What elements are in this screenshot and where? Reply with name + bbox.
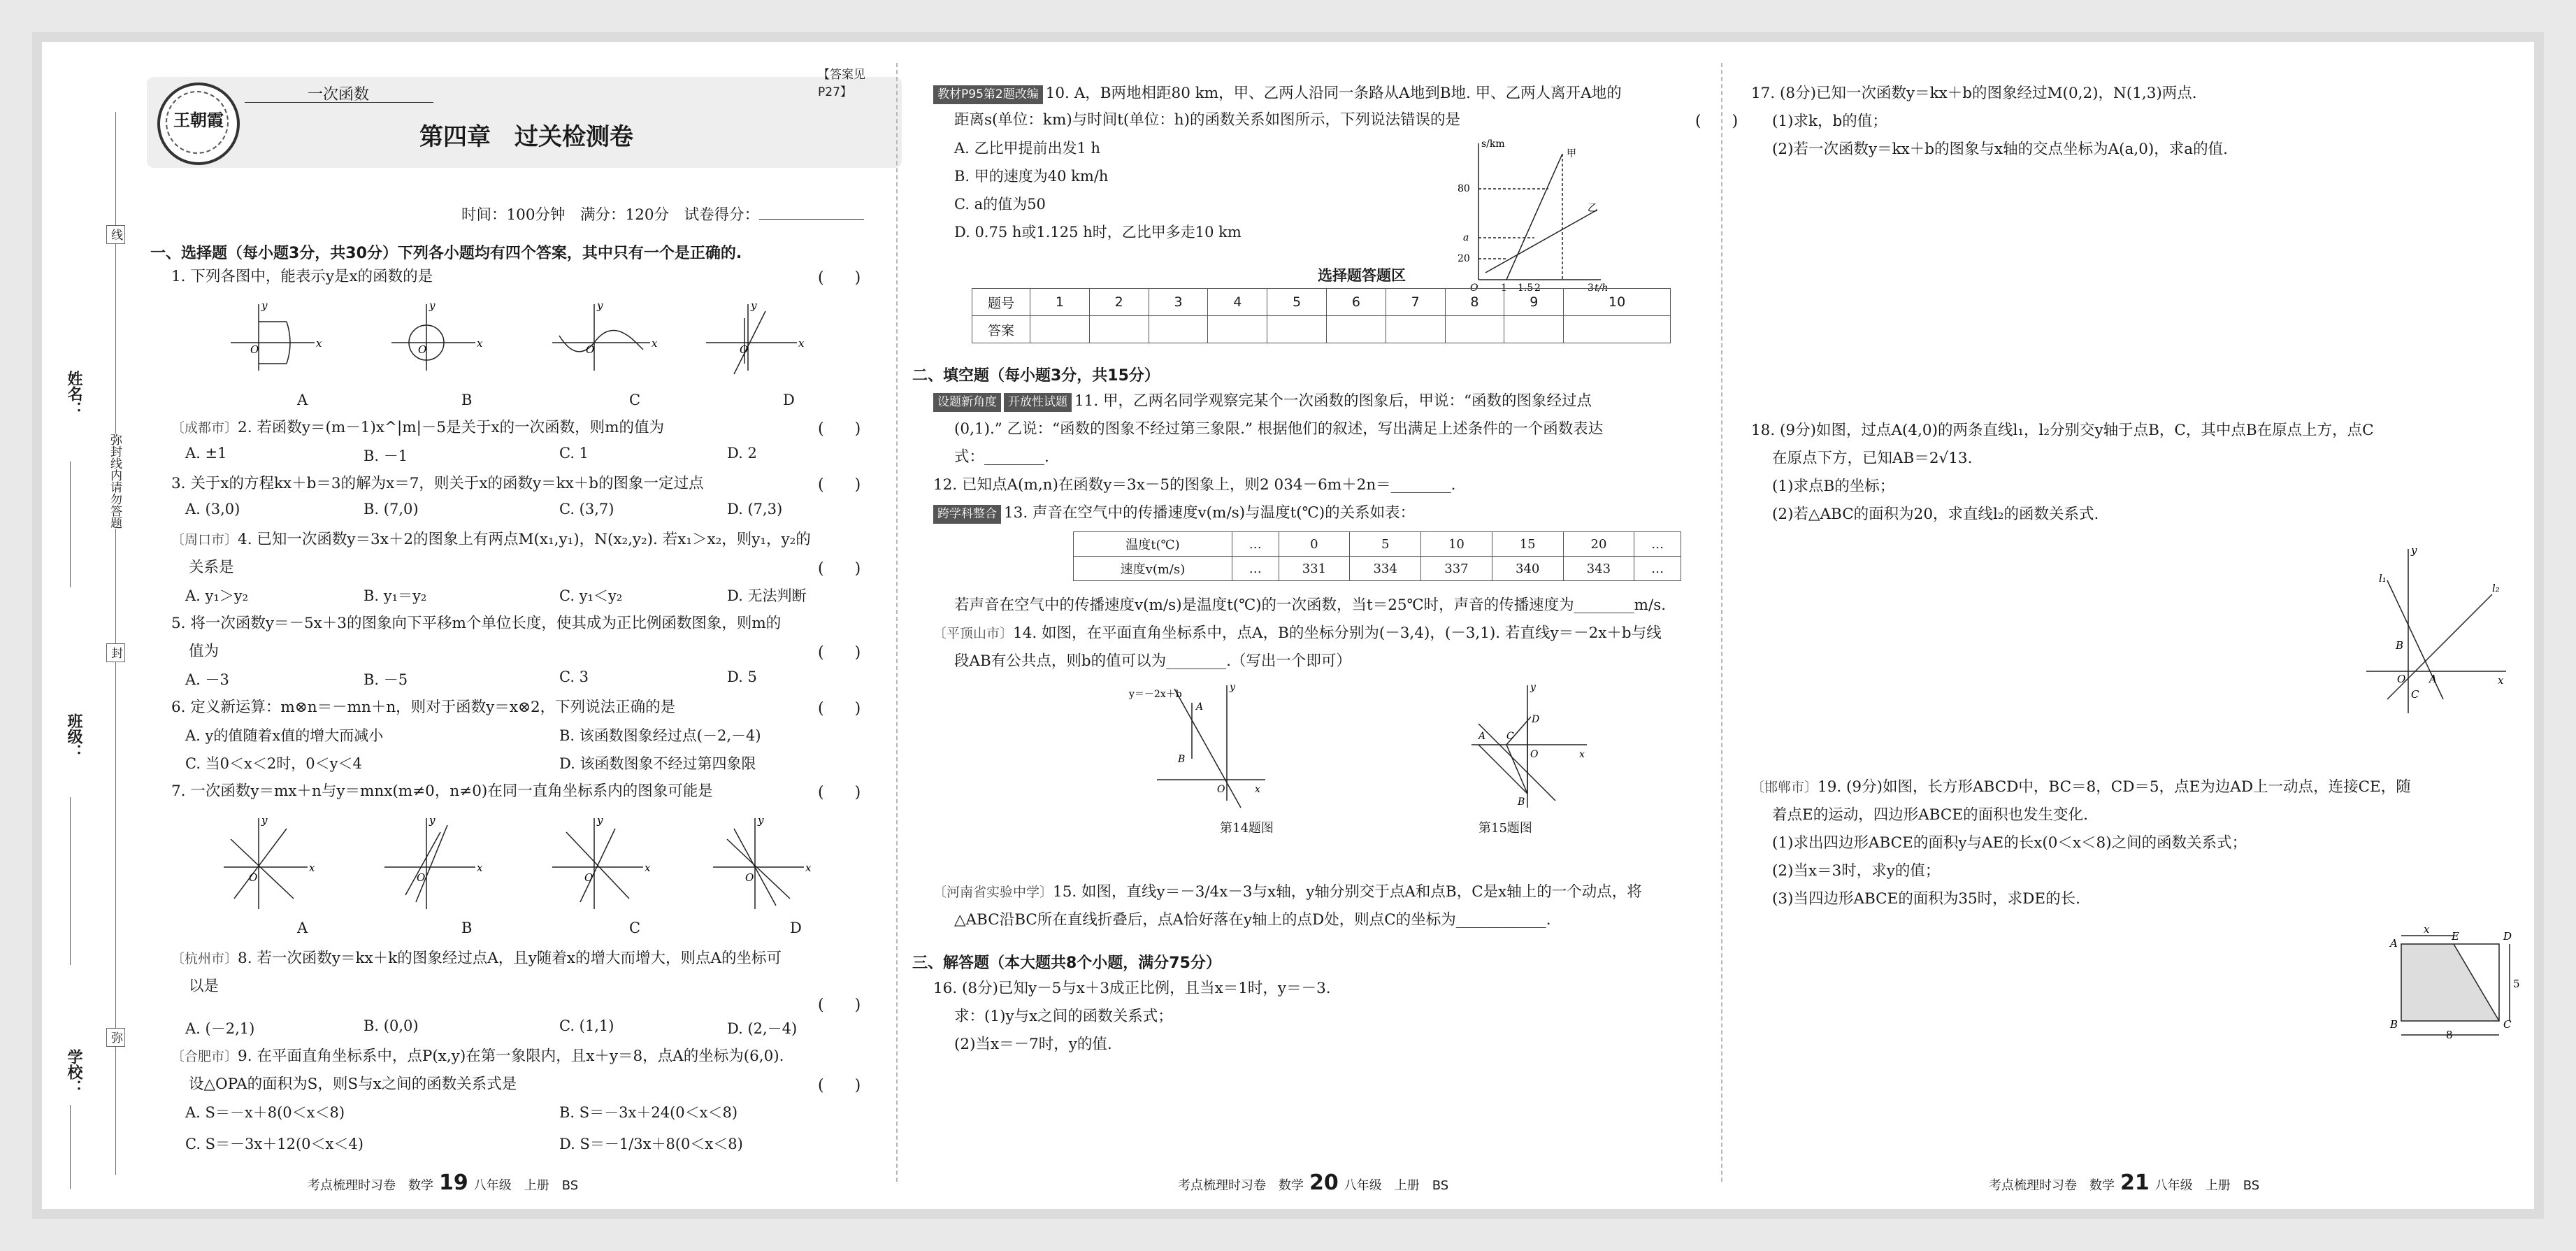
q8-option-b: B. (0,0)	[364, 1017, 419, 1034]
fig-18	[2352, 538, 2513, 720]
svg-text:O: O	[584, 871, 593, 884]
svg-text:x: x	[316, 337, 322, 350]
table-cell: 速度v(m/s)	[1074, 557, 1232, 581]
svg-text:l₂: l₂	[2492, 582, 2500, 594]
q10-graph	[1451, 133, 1611, 294]
question-6: 6. 定义新运算：m⊗n＝－mn＋n，则对于函数y＝x⊗2，下列说法正确的是	[171, 699, 676, 716]
question-18-part2: (2)若△ABC的面积为20，求直线l₂的函数关系式.	[1772, 506, 2099, 523]
question-15-cont: △ABC沿BC所在直线折叠后，点A恰好落在y轴上的点D处，则点C的坐标为____________.	[954, 911, 1551, 929]
answer-paren: ( )	[818, 560, 861, 578]
table-cell: 温度t(℃)	[1074, 532, 1232, 557]
svg-text:l₁: l₁	[2379, 572, 2387, 585]
question-11-cont: (0,1).” 乙说：“函数的图象不经过第三象限.” 根据他们的叙述，写出满足上述条件的一个函数表达	[954, 420, 1604, 438]
q2-option-c: C. 1	[559, 445, 589, 462]
question-19-cont: 着点E的运动，四边形ABCE的面积也发生变化.	[1772, 806, 2088, 824]
page-number: 20	[1309, 1171, 1339, 1195]
q6-option-c: C. 当0＜x＜2时，0＜y＜4	[185, 755, 362, 772]
answer-grid-header: 3	[1149, 289, 1208, 316]
answer-cell[interactable]	[1445, 316, 1504, 343]
svg-text:y: y	[429, 299, 436, 312]
svg-text:y: y	[597, 299, 603, 312]
q3-option-b: B. (7,0)	[364, 501, 419, 517]
svg-text:A: A	[2390, 937, 2398, 950]
svg-text:1: 1	[1501, 283, 1507, 294]
question-4-cont: 关系是	[189, 559, 234, 576]
q1-option-b: B	[461, 392, 473, 408]
svg-text:A: A	[1478, 731, 1486, 742]
svg-text:80: 80	[1458, 183, 1470, 194]
svg-text:O: O	[418, 343, 427, 356]
speed-table	[1073, 531, 1681, 581]
question-17: 17. (8分)已知一次函数y＝kx＋b的图象经过M(0,2)，N(1,3)两点.	[1751, 85, 2197, 102]
svg-text:x: x	[1255, 784, 1260, 795]
svg-text:B: B	[2396, 639, 2404, 652]
svg-text:a: a	[1463, 232, 1469, 243]
table-cell: …	[1232, 557, 1279, 581]
svg-text:y: y	[597, 814, 603, 827]
q3-option-a: A. (3,0)	[185, 501, 240, 517]
question-12: 12. 已知点A(m,n)在函数y＝3x－5的图象上，则2 034－6m＋2n＝________.	[933, 476, 1456, 494]
svg-text:y: y	[758, 814, 764, 827]
table-cell: …	[1232, 532, 1279, 557]
school-blank	[70, 1105, 71, 1189]
answer-cell[interactable]	[1267, 316, 1327, 343]
name-blank	[70, 462, 71, 587]
answer-cell[interactable]	[1564, 316, 1671, 343]
question-4: 〔周口市〕4. 已知一次函数y＝3x＋2的图象上有两点M(x₁,y₁)，N(x₂,y₂). 若x₁＞x₂，则y₁，y₂的	[171, 531, 811, 548]
svg-text:2: 2	[1534, 283, 1541, 294]
answer-grid-header: 2	[1089, 289, 1149, 316]
answer-reference: 【答案见P27】	[818, 68, 865, 99]
q8-option-d: D. (2,－4)	[727, 1020, 798, 1037]
table-cell: …	[1634, 532, 1681, 557]
name-label: 姓名：	[65, 371, 82, 417]
answer-paren: ( )	[818, 476, 861, 494]
question-8: 〔杭州市〕8. 若一次函数y＝kx＋k的图象经过点A，且y随着x的增大而增大，则点A的坐标可	[171, 950, 782, 967]
svg-text:t/h: t/h	[1595, 283, 1609, 294]
svg-text:B: B	[2390, 1018, 2398, 1031]
answer-grid-header: 8	[1445, 289, 1504, 316]
question-5-cont: 值为	[189, 643, 220, 660]
q7-option-a: A	[297, 920, 308, 936]
page-title: 第四章 过关检测卷	[419, 123, 633, 151]
table-cell: 15	[1492, 532, 1563, 557]
q4-option-b: B. y₁＝y₂	[364, 587, 427, 604]
table-cell: 340	[1492, 557, 1563, 581]
fig-19	[2387, 923, 2527, 1049]
footer-20: 考点梳理时习卷 数学 20 八年级 上册 BS	[1178, 1171, 1449, 1195]
question-19-part3: (3)当四边形ABCE的面积为35时，求DE的长.	[1772, 890, 2080, 908]
logo	[157, 83, 240, 165]
logo-text: 王朝霞	[173, 110, 224, 130]
svg-text:y: y	[261, 814, 268, 827]
q5-option-b: B. －5	[364, 671, 408, 688]
answer-grid-header: 9	[1504, 289, 1564, 316]
svg-text:y: y	[751, 299, 757, 312]
question-1: 1. 下列各图中，能表示y是x的函数的是	[171, 268, 433, 285]
svg-text:A: A	[1196, 701, 1204, 713]
q5-option-c: C. 3	[559, 669, 589, 685]
svg-text:A: A	[2429, 673, 2437, 685]
svg-text:O: O	[250, 343, 259, 356]
question-10: 教材P95第2题改编 10. A，B两地相距80 km，甲、乙两人沿同一条路从A地到B地. 甲、乙两人离开A地的	[933, 83, 1622, 104]
q7-option-c: C	[629, 920, 641, 936]
question-5: 5. 将一次函数y＝－5x＋3的图象向下平移m个单位长度，使其成为正比例函数图象，则m的	[171, 615, 782, 632]
answer-paren: ( )	[1695, 113, 1739, 130]
fig-15	[1451, 675, 1590, 815]
answer-cell[interactable]	[1030, 316, 1090, 343]
fig-15-caption: 第15题图	[1478, 821, 1532, 836]
svg-text:x: x	[477, 337, 483, 350]
table-cell: 334	[1350, 557, 1421, 581]
q10-option-c: C. a的值为50	[954, 196, 1046, 213]
svg-text:3: 3	[1588, 283, 1594, 294]
side-line-mark: 线	[106, 225, 125, 244]
q9-option-b: B. S＝－3x＋24(0＜x＜8)	[559, 1104, 738, 1121]
class-label: 班级：	[65, 713, 82, 759]
svg-text:5: 5	[2513, 978, 2520, 990]
svg-text:x: x	[645, 862, 651, 874]
answer-grid-header: 7	[1386, 289, 1445, 316]
table-cell: …	[1634, 557, 1681, 581]
svg-text:x: x	[2424, 923, 2430, 936]
svg-text:y＝－2x＋b: y＝－2x＋b	[1129, 689, 1182, 700]
answer-cell[interactable]	[1149, 316, 1208, 343]
q1-option-d: D	[783, 392, 795, 408]
question-9-cont: 设△OPA的面积为S，则S与x之间的函数关系式是	[189, 1075, 517, 1093]
question-3: 3. 关于x的方程kx＋b＝3的解为x＝7，则关于x的函数y＝kx＋b的图象一定过点	[171, 475, 704, 492]
svg-text:C: C	[2411, 688, 2419, 701]
footer-21: 考点梳理时习卷 数学 21 八年级 上册 BS	[1989, 1171, 2260, 1195]
svg-text:O: O	[586, 343, 595, 356]
q2-option-d: D. 2	[727, 445, 757, 462]
svg-text:O: O	[745, 871, 754, 884]
question-17-part1: (1)求k，b的值；	[1772, 113, 1887, 130]
question-19-part2: (2)当x＝3时，求y的值；	[1772, 862, 1941, 880]
exam-info: 时间：100分钟 满分：120分 试卷得分：	[461, 204, 864, 226]
table-cell: 337	[1421, 557, 1492, 581]
svg-text:20: 20	[1458, 253, 1470, 264]
svg-text:O: O	[2397, 673, 2406, 685]
answer-grid-header: 题号	[972, 289, 1030, 316]
question-14: 〔平顶山市〕14. 如图，在平面直角坐标系中，点A，B的坐标分别为(－3,4)，(－3,1). 若直线y＝－2x＋b与线	[933, 624, 1662, 642]
svg-text:y: y	[2411, 544, 2417, 557]
q6-option-a: A. y的值随着x值的增大而减小	[185, 727, 384, 744]
answer-grid-header: 4	[1208, 289, 1267, 316]
footer-19: 考点梳理时习卷 数学 19 八年级 上册 BS	[308, 1171, 579, 1195]
q10-option-d: D. 0.75 h或1.125 h时，乙比甲多走10 km	[954, 224, 1242, 241]
answer-grid	[972, 288, 1671, 343]
fig-14-caption: 第14题图	[1220, 821, 1274, 836]
answer-paren: ( )	[818, 700, 861, 717]
section-solve: 三、解答题（本大题共8个小题，满分75分）	[912, 955, 1221, 972]
svg-text:O: O	[1217, 784, 1225, 795]
svg-text:E: E	[2452, 930, 2459, 943]
answer-cell[interactable]	[1386, 316, 1445, 343]
side-mi-mark: 弥	[106, 1028, 125, 1047]
table-cell: 20	[1563, 532, 1634, 557]
question-9: 〔合肥市〕9. 在平面直角坐标系中，点P(x,y)在第一象限内，且x＋y＝8，点A的坐标为(6,0).	[171, 1048, 784, 1065]
table-cell: 5	[1350, 532, 1421, 557]
question-19-part1: (1)求出四边形ABCE的面积y与AE的长x(0＜x＜8)之间的函数关系式；	[1772, 834, 2247, 852]
svg-text:O: O	[1530, 749, 1539, 760]
question-8-cont: 以是	[189, 978, 220, 995]
q2-option-a: A. ±1	[185, 445, 227, 462]
question-17-part2: (2)若一次函数y＝kx＋b的图象与x轴的交点坐标为A(a,0)，求a的值.	[1772, 141, 2228, 158]
page-number: 19	[439, 1171, 468, 1195]
q2-option-b: B. －1	[364, 448, 408, 464]
question-16: 16. (8分)已知y－5与x＋3成正比例，且当x＝1时，y＝－3.	[933, 980, 1331, 997]
svg-text:y: y	[1530, 682, 1536, 693]
answer-grid-label: 答案	[972, 316, 1030, 343]
svg-text:D: D	[1532, 714, 1540, 725]
q5-option-a: A. －3	[185, 671, 229, 688]
q3-option-c: C. (3,7)	[559, 501, 614, 517]
svg-text:y: y	[261, 299, 268, 312]
q9-option-c: C. S＝－3x＋12(0＜x＜4)	[185, 1136, 364, 1152]
q9-option-a: A. S＝－x＋8(0＜x＜8)	[185, 1104, 345, 1121]
answer-paren: ( )	[818, 644, 861, 662]
svg-text:B: B	[1518, 796, 1525, 808]
q8-option-c: C. (1,1)	[559, 1017, 614, 1034]
answer-paren: ( )	[818, 420, 861, 438]
question-16-part2: (2)当x＝－7时，y的值.	[954, 1036, 1112, 1053]
answer-cell[interactable]	[1208, 316, 1267, 343]
q1-graphs	[217, 294, 860, 392]
question-18-cont: 在原点下方，已知AB＝2√13.	[1772, 450, 1973, 467]
svg-text:x: x	[309, 862, 315, 874]
fig-14	[1129, 675, 1269, 815]
q4-option-c: C. y₁＜y₂	[559, 587, 623, 604]
svg-text:O: O	[249, 871, 258, 884]
answer-paren: ( )	[818, 1077, 861, 1094]
svg-text:x: x	[2498, 674, 2504, 687]
class-blank	[70, 797, 71, 965]
svg-text:O: O	[1470, 283, 1478, 294]
q6-option-d: D. 该函数图象不经过第四象限	[559, 755, 756, 772]
q7-option-d: D	[790, 920, 802, 936]
q7-graphs	[217, 811, 860, 916]
svg-text:乙: 乙	[1588, 203, 1597, 214]
q10-option-b: B. 甲的速度为40 km/h	[954, 168, 1109, 185]
q7-option-b: B	[461, 920, 473, 936]
svg-text:x: x	[798, 337, 805, 350]
svg-text:C: C	[2503, 1018, 2512, 1031]
question-13-cont: 若声音在空气中的传播速度v(m/s)是温度t(℃)的一次函数，当t＝25℃时，声音的传播速度为________m/s.	[954, 596, 1667, 614]
question-14-cont: 段AB有公共点，则b的值可以为________.（写出一个即可）	[954, 652, 1351, 670]
svg-text:甲: 甲	[1567, 148, 1576, 159]
answer-cell[interactable]	[1326, 316, 1386, 343]
svg-text:x: x	[477, 862, 483, 874]
q4-option-d: D. 无法判断	[727, 587, 807, 604]
q6-option-b: B. 该函数图象经过点(－2,－4)	[559, 727, 761, 744]
svg-text:C: C	[1506, 731, 1514, 742]
answer-area-title: 选择题答题区	[1318, 267, 1406, 284]
svg-text:x: x	[805, 862, 812, 874]
question-11: 设题新角度 开放性试题 11. 甲，乙两名同学观察完某个一次函数的图象后，甲说：“函数的图象经过点	[933, 390, 1592, 412]
svg-text:8: 8	[2446, 1029, 2453, 1041]
school-label: 学校：	[65, 1049, 82, 1095]
chapter-name: 一次函数	[308, 86, 370, 103]
svg-text:x: x	[1579, 749, 1585, 760]
question-15: 〔河南省实验中学〕15. 如图，直线y＝－3/4x－3与x轴，y轴分别交于点A和点B，C是x轴上的一个动点，将	[933, 883, 1642, 901]
table-cell: 343	[1563, 557, 1634, 581]
answer-cell[interactable]	[1089, 316, 1149, 343]
q3-option-d: D. (7,3)	[727, 501, 783, 517]
q5-option-d: D. 5	[727, 669, 757, 685]
side-note: 弥封线内请勿答题	[106, 434, 124, 529]
page-number: 21	[2120, 1171, 2150, 1195]
q1-option-a: A	[297, 392, 308, 408]
question-7: 7. 一次函数y＝mx＋n与y＝mnx(m≠0，n≠0)在同一直角坐标系内的图象可能是	[171, 782, 713, 800]
question-19: 〔邯郸市〕19. (9分)如图，长方形ABCD中，BC＝8，CD＝5，点E为边AD上一动点，连接CE，随	[1751, 778, 2411, 796]
question-10-cont: 距离s(单位：km)与时间t(单位：h)的函数关系如图所示，下列说法错误的是	[954, 111, 1460, 129]
answer-grid-header: 6	[1326, 289, 1386, 316]
answer-grid-header: 1	[1030, 289, 1090, 316]
answer-paren: ( )	[818, 269, 861, 287]
q10-option-a: A. 乙比甲提前出发1 h	[954, 140, 1101, 157]
question-13: 跨学科整合 13. 声音在空气中的传播速度v(m/s)与温度t(℃)的关系如表：	[933, 502, 1415, 524]
q8-option-a: A. (－2,1)	[185, 1020, 255, 1037]
answer-grid-header: 5	[1267, 289, 1327, 316]
question-18: 18. (9分)如图，过点A(4,0)的两条直线l₁，l₂分别交y轴于点B，C，其中点B在原点上方，点C	[1751, 422, 2374, 439]
svg-text:O: O	[417, 871, 426, 884]
svg-text:s/km: s/km	[1481, 138, 1505, 150]
answer-paren: ( )	[818, 996, 861, 1014]
section-fill: 二、填空题（每小题3分，共15分）	[912, 367, 1160, 385]
question-2: 〔成都市〕2. 若函数y＝(m－1)x^|m|－5是关于x的一次函数，则m的值为	[171, 419, 665, 436]
table-cell: 10	[1421, 532, 1492, 557]
answer-paren: ( )	[818, 784, 861, 801]
svg-text:y: y	[429, 814, 436, 827]
answer-grid-header: 10	[1564, 289, 1671, 316]
svg-text:1.5: 1.5	[1518, 283, 1534, 294]
page-21	[1723, 42, 2534, 1209]
page-19	[42, 42, 888, 1209]
column-divider	[1721, 63, 1722, 1182]
svg-text:B: B	[1178, 754, 1186, 765]
q4-option-a: A. y₁＞y₂	[185, 587, 249, 604]
table-cell: 0	[1279, 532, 1350, 557]
svg-text:y: y	[1230, 682, 1235, 693]
question-11-blank[interactable]: 式：________.	[954, 448, 1049, 466]
answer-cell[interactable]	[1504, 316, 1564, 343]
q9-option-d: D. S＝－1/3x＋8(0＜x＜8)	[559, 1136, 743, 1152]
svg-text:O: O	[740, 343, 749, 356]
table-cell: 331	[1279, 557, 1350, 581]
page-20	[891, 42, 1739, 1209]
question-16-part1: 求：(1)y与x之间的函数关系式；	[954, 1008, 1173, 1025]
side-seal-mark: 封	[106, 643, 125, 662]
svg-text:D: D	[2503, 930, 2512, 943]
svg-text:x: x	[652, 337, 658, 350]
q1-option-c: C	[629, 392, 641, 408]
section-choice: 一、选择题（每小题3分，共30分）下列各小题均有四个答案，其中只有一个是正确的.	[150, 245, 742, 262]
question-18-part1: (1)求点B的坐标；	[1772, 478, 1895, 495]
exam-sheet	[42, 42, 2534, 1209]
